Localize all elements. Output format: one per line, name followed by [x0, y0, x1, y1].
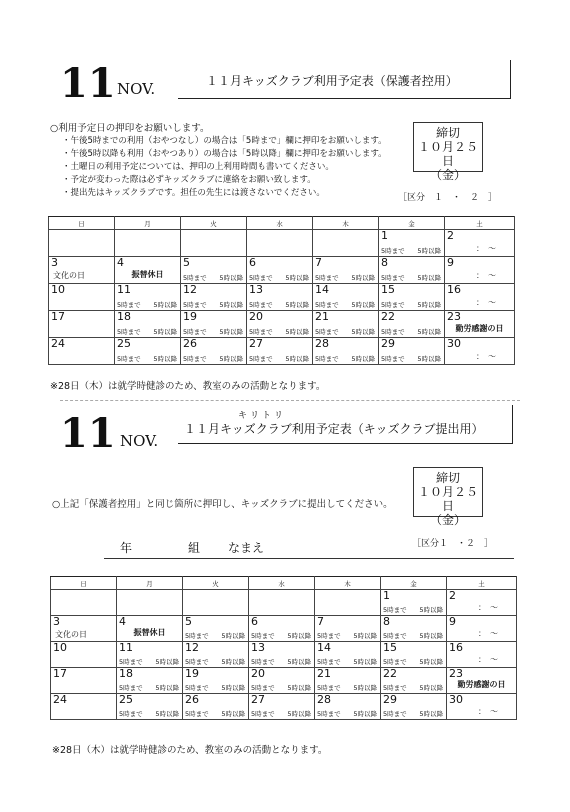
day-number: 19 — [185, 667, 199, 680]
day-cell[interactable] — [445, 284, 515, 311]
saturday-time-field[interactable]: ： ～ — [478, 707, 498, 716]
weekday-cell: 水 — [247, 217, 313, 230]
after-5pm-slot[interactable]: 5時以降 — [221, 632, 245, 640]
day-number: 22 — [383, 667, 397, 680]
saturday-time-field[interactable]: ： ～ — [476, 244, 496, 253]
day-cell[interactable] — [249, 616, 315, 642]
after-5pm-slot[interactable]: 5時以降 — [351, 274, 375, 282]
weekday-cell: 土 — [447, 577, 517, 590]
after-5pm-slot[interactable]: 5時以降 — [153, 355, 177, 363]
instructions-heading: ○利用予定日の押印をお願いします。 — [50, 123, 210, 134]
day-cell — [49, 338, 115, 365]
day-cell — [49, 284, 115, 311]
day-cell — [51, 642, 117, 668]
day-cell[interactable] — [181, 257, 247, 284]
until-5pm-slot[interactable]: 5時まで — [317, 632, 341, 640]
day-number: 26 — [183, 337, 197, 350]
deadline-box-copy — [413, 467, 483, 527]
after-5pm-slot[interactable]: 5時以降 — [155, 658, 179, 666]
after-5pm-slot[interactable]: 5時以降 — [155, 684, 179, 692]
name-label: なまえ — [228, 541, 265, 555]
weekday-cell: 日 — [51, 577, 117, 590]
instruction-line: ・午後5時までの利用（おやつなし）の場合は「5時まで」欄に押印をお願いします。 — [62, 136, 387, 146]
until-5pm-slot[interactable]: 5時まで — [185, 710, 209, 718]
day-cell[interactable] — [247, 257, 313, 284]
day-number: 20 — [251, 667, 265, 680]
day-number: 6 — [251, 615, 258, 628]
after-5pm-slot[interactable]: 5時以降 — [155, 710, 179, 718]
day-number: 23 — [447, 310, 461, 323]
day-cell[interactable] — [447, 694, 517, 720]
day-number: 7 — [315, 256, 322, 269]
until-5pm-slot[interactable]: 5時まで — [383, 606, 407, 614]
day-number: 3 — [51, 256, 58, 269]
day-number: 27 — [249, 337, 263, 350]
day-cell[interactable] — [181, 311, 247, 338]
labor-day-label: 勤労感謝の日 — [455, 324, 504, 333]
until-5pm-slot[interactable]: 5時まで — [315, 274, 339, 282]
day-cell[interactable] — [381, 590, 447, 616]
after-5pm-slot[interactable]: 5時以降 — [417, 274, 441, 282]
day-number: 28 — [317, 693, 331, 706]
day-number: 9 — [449, 615, 456, 628]
until-5pm-slot[interactable]: 5時まで — [381, 328, 405, 336]
day-cell[interactable] — [183, 642, 249, 668]
instruction-line: ・提出先はキッズクラブです。担任の先生には渡さないでください。 — [62, 188, 325, 198]
month-abbr-copy: NOV. — [120, 432, 159, 450]
day-number: 9 — [447, 256, 454, 269]
day-number: 14 — [315, 283, 329, 296]
after-5pm-slot[interactable]: 5時以降 — [351, 355, 375, 363]
day-cell[interactable] — [447, 668, 517, 694]
day-number: 12 — [185, 641, 199, 654]
day-cell[interactable] — [249, 668, 315, 694]
grade-label: 年 — [120, 541, 133, 555]
week-row — [49, 284, 515, 311]
day-number: 4 — [117, 256, 124, 269]
day-number: 5 — [183, 256, 190, 269]
until-5pm-slot[interactable]: 5時まで — [381, 274, 405, 282]
labor-day-label: 勤労感謝の日 — [457, 680, 506, 689]
after-5pm-slot[interactable]: 5時以降 — [351, 301, 375, 309]
until-5pm-slot[interactable]: 5時まで — [251, 658, 275, 666]
saturday-time-field[interactable]: ： ～ — [476, 271, 496, 280]
day-number: 8 — [383, 615, 390, 628]
day-cell — [115, 230, 181, 257]
after-5pm-slot[interactable]: 5時以降 — [417, 247, 441, 255]
day-number: 24 — [53, 693, 67, 706]
day-cell — [247, 230, 313, 257]
day-cell[interactable] — [447, 616, 517, 642]
week-row — [49, 338, 515, 365]
deadline-box — [413, 122, 483, 182]
day-cell[interactable] — [117, 668, 183, 694]
day-cell[interactable] — [315, 668, 381, 694]
day-number: 21 — [315, 310, 329, 323]
deadline-date: １０月２５日 — [417, 485, 478, 513]
until-5pm-slot[interactable]: 5時まで — [317, 710, 341, 718]
after-5pm-slot[interactable]: 5時以降 — [417, 301, 441, 309]
until-5pm-slot[interactable]: 5時まで — [315, 328, 339, 336]
day-number: 22 — [381, 310, 395, 323]
weekday-cell: 金 — [379, 217, 445, 230]
until-5pm-slot[interactable]: 5時まで — [185, 658, 209, 666]
day-cell[interactable] — [247, 338, 313, 365]
until-5pm-slot[interactable]: 5時まで — [315, 301, 339, 309]
day-number: 14 — [317, 641, 331, 654]
page-title: １１月キッズクラブ利用予定表（保護者控用） — [206, 74, 458, 88]
day-number: 10 — [51, 283, 65, 296]
day-number: 2 — [447, 229, 454, 242]
day-cell[interactable] — [379, 257, 445, 284]
day-cell[interactable] — [315, 642, 381, 668]
until-5pm-slot[interactable]: 5時まで — [119, 658, 143, 666]
week-row — [51, 694, 517, 720]
month-number-copy: 11 — [60, 410, 116, 457]
week-row — [49, 257, 515, 284]
day-number: 8 — [381, 256, 388, 269]
day-cell[interactable] — [447, 642, 517, 668]
day-number: 30 — [449, 693, 463, 706]
instruction-line: ・午後5時以降も利用（おやつあり）の場合は「5時以降」欄に押印をお願いします。 — [62, 149, 387, 159]
day-cell — [51, 694, 117, 720]
after-5pm-slot[interactable]: 5時以降 — [419, 606, 443, 614]
week-row — [51, 616, 517, 642]
instruction-line: ・予定が変わった際は必ずキッズクラブに連絡をお願い致します。 — [62, 175, 316, 185]
weekday-header — [51, 577, 517, 590]
weekday-cell: 日 — [49, 217, 115, 230]
day-number: 5 — [185, 615, 192, 628]
instructions — [50, 122, 387, 200]
deadline-label: 締切 — [435, 471, 460, 485]
day-cell[interactable] — [115, 338, 181, 365]
day-number: 17 — [51, 310, 65, 323]
deadline-weekday: （金） — [429, 168, 466, 182]
day-number: 7 — [317, 615, 324, 628]
day-cell[interactable] — [315, 616, 381, 642]
until-5pm-slot[interactable]: 5時まで — [117, 328, 141, 336]
until-5pm-slot[interactable]: 5時まで — [381, 301, 405, 309]
division-label: ［区分 １ ・ ２ ］ — [398, 193, 498, 203]
until-5pm-slot[interactable]: 5時まで — [381, 247, 405, 255]
weekday-cell: 木 — [313, 217, 379, 230]
deadline-label: 締切 — [435, 126, 460, 140]
day-number: 25 — [117, 337, 131, 350]
until-5pm-slot[interactable]: 5時まで — [183, 355, 207, 363]
day-cell[interactable] — [315, 694, 381, 720]
day-cell[interactable] — [115, 284, 181, 311]
day-cell[interactable] — [183, 694, 249, 720]
day-number: 11 — [119, 641, 133, 654]
day-number: 17 — [53, 667, 67, 680]
day-cell[interactable] — [115, 311, 181, 338]
deadline-weekday: （金） — [429, 513, 466, 527]
note-copy: ※28日（木）は就学時健診のため、教室のみの活動となります。 — [52, 745, 328, 756]
month-abbr: NOV. — [117, 80, 156, 98]
day-cell[interactable] — [313, 257, 379, 284]
day-number: 23 — [449, 667, 463, 680]
until-5pm-slot[interactable]: 5時まで — [383, 710, 407, 718]
day-cell[interactable] — [379, 311, 445, 338]
day-cell[interactable] — [247, 284, 313, 311]
day-cell[interactable] — [117, 642, 183, 668]
after-5pm-slot[interactable]: 5時以降 — [285, 355, 309, 363]
day-cell[interactable] — [379, 284, 445, 311]
day-number: 16 — [449, 641, 463, 654]
day-cell — [49, 311, 115, 338]
until-5pm-slot[interactable]: 5時まで — [383, 684, 407, 692]
until-5pm-slot[interactable]: 5時まで — [119, 684, 143, 692]
day-cell[interactable] — [181, 338, 247, 365]
day-number: 16 — [447, 283, 461, 296]
note: ※28日（木）は就学時健診のため、教室のみの活動となります。 — [50, 381, 326, 392]
day-number: 2 — [449, 589, 456, 602]
week-row — [51, 642, 517, 668]
cut-line — [60, 400, 520, 401]
after-5pm-slot[interactable]: 5時以降 — [287, 632, 311, 640]
day-cell[interactable] — [313, 311, 379, 338]
day-number: 18 — [117, 310, 131, 323]
day-cell — [181, 230, 247, 257]
day-number: 13 — [251, 641, 265, 654]
weekday-cell: 月 — [115, 217, 181, 230]
after-5pm-slot[interactable]: 5時以降 — [351, 328, 375, 336]
day-cell — [49, 230, 115, 257]
after-5pm-slot[interactable]: 5時以降 — [287, 684, 311, 692]
instruction-line: ・土曜日の利用予定については、押印の上利用時間も書いてください。 — [62, 162, 334, 172]
day-cell[interactable] — [381, 616, 447, 642]
day-number: 26 — [185, 693, 199, 706]
weekday-cell: 火 — [183, 577, 249, 590]
until-5pm-slot[interactable]: 5時まで — [251, 632, 275, 640]
substitute-holiday-label: 振替休日 — [131, 270, 164, 279]
weekday-cell: 火 — [181, 217, 247, 230]
day-cell — [51, 668, 117, 694]
day-cell[interactable] — [445, 311, 515, 338]
after-5pm-slot[interactable]: 5時以降 — [285, 274, 309, 282]
until-5pm-slot[interactable]: 5時まで — [185, 632, 209, 640]
day-cell[interactable] — [249, 642, 315, 668]
after-5pm-slot[interactable]: 5時以降 — [221, 710, 245, 718]
saturday-time-field[interactable]: ： ～ — [478, 655, 498, 664]
day-number: 15 — [383, 641, 397, 654]
saturday-time-field[interactable]: ： ～ — [476, 352, 496, 361]
day-number: 3 — [53, 615, 60, 628]
until-5pm-slot[interactable]: 5時まで — [119, 710, 143, 718]
until-5pm-slot[interactable]: 5時まで — [117, 355, 141, 363]
name-field[interactable] — [104, 540, 514, 559]
day-cell[interactable] — [313, 338, 379, 365]
after-5pm-slot[interactable]: 5時以降 — [417, 328, 441, 336]
until-5pm-slot[interactable]: 5時まで — [183, 274, 207, 282]
until-5pm-slot[interactable]: 5時まで — [183, 301, 207, 309]
substitute-holiday-label: 振替休日 — [133, 628, 166, 637]
day-number: 21 — [317, 667, 331, 680]
division-label-copy: ［区分１ ・２ ］ — [412, 539, 494, 549]
after-5pm-slot[interactable]: 5時以降 — [419, 658, 443, 666]
day-cell — [117, 590, 183, 616]
day-cell[interactable] — [445, 230, 515, 257]
day-cell — [315, 590, 381, 616]
day-cell[interactable] — [381, 668, 447, 694]
day-number: 27 — [251, 693, 265, 706]
day-cell[interactable] — [445, 338, 515, 365]
until-5pm-slot[interactable]: 5時まで — [251, 684, 275, 692]
until-5pm-slot[interactable]: 5時まで — [249, 328, 273, 336]
weekday-cell: 水 — [249, 577, 315, 590]
until-5pm-slot[interactable]: 5時まで — [383, 658, 407, 666]
day-cell[interactable] — [247, 311, 313, 338]
after-5pm-slot[interactable]: 5時以降 — [417, 355, 441, 363]
month-number: 11 — [60, 60, 116, 107]
until-5pm-slot[interactable]: 5時まで — [315, 355, 339, 363]
until-5pm-slot[interactable]: 5時まで — [117, 301, 141, 309]
until-5pm-slot[interactable]: 5時まで — [383, 632, 407, 640]
week-row — [49, 230, 515, 257]
day-cell — [249, 590, 315, 616]
day-cell[interactable] — [115, 257, 181, 284]
day-cell[interactable] — [181, 284, 247, 311]
weekday-cell: 土 — [445, 217, 515, 230]
until-5pm-slot[interactable]: 5時まで — [251, 710, 275, 718]
day-number: 25 — [119, 693, 133, 706]
day-cell[interactable] — [447, 590, 517, 616]
page-title-copy: １１月キッズクラブ利用予定表（キッズクラブ提出用） — [184, 422, 484, 436]
day-cell — [313, 230, 379, 257]
week-row — [51, 668, 517, 694]
after-5pm-slot[interactable]: 5時以降 — [287, 658, 311, 666]
week-row — [51, 590, 517, 616]
day-number: 4 — [119, 615, 126, 628]
after-5pm-slot[interactable]: 5時以降 — [285, 301, 309, 309]
day-number: 24 — [51, 337, 65, 350]
kiritori-label: キリトリ — [238, 411, 287, 421]
day-number: 29 — [383, 693, 397, 706]
calendar-table — [48, 216, 515, 365]
week-row — [49, 311, 515, 338]
day-cell[interactable] — [117, 694, 183, 720]
day-number: 12 — [183, 283, 197, 296]
after-5pm-slot[interactable]: 5時以降 — [419, 684, 443, 692]
until-5pm-slot[interactable]: 5時まで — [183, 328, 207, 336]
day-number: 28 — [315, 337, 329, 350]
saturday-time-field[interactable]: ： ～ — [478, 603, 498, 612]
after-5pm-slot[interactable]: 5時以降 — [221, 658, 245, 666]
after-5pm-slot[interactable]: 5時以降 — [287, 710, 311, 718]
day-cell[interactable] — [379, 230, 445, 257]
day-cell — [51, 590, 117, 616]
weekday-cell: 金 — [381, 577, 447, 590]
day-cell[interactable] — [313, 284, 379, 311]
after-5pm-slot[interactable]: 5時以降 — [219, 328, 243, 336]
day-number: 11 — [117, 283, 131, 296]
day-cell[interactable] — [381, 642, 447, 668]
after-5pm-slot[interactable]: 5時以降 — [353, 710, 377, 718]
after-5pm-slot[interactable]: 5時以降 — [219, 355, 243, 363]
until-5pm-slot[interactable]: 5時まで — [249, 301, 273, 309]
after-5pm-slot[interactable]: 5時以降 — [219, 274, 243, 282]
after-5pm-slot[interactable]: 5時以降 — [353, 684, 377, 692]
day-number: 13 — [249, 283, 263, 296]
day-number: 10 — [53, 641, 67, 654]
deadline-date: １０月２５日 — [417, 140, 478, 168]
day-number: 29 — [381, 337, 395, 350]
after-5pm-slot[interactable]: 5時以降 — [219, 301, 243, 309]
day-number: 1 — [381, 229, 388, 242]
after-5pm-slot[interactable]: 5時以降 — [221, 684, 245, 692]
saturday-time-field[interactable]: ： ～ — [476, 298, 496, 307]
day-cell[interactable] — [379, 338, 445, 365]
culture-day-label: 文化の日 — [53, 271, 85, 280]
until-5pm-slot[interactable]: 5時まで — [381, 355, 405, 363]
weekday-cell: 月 — [117, 577, 183, 590]
day-cell — [183, 590, 249, 616]
day-cell[interactable] — [381, 694, 447, 720]
day-cell[interactable] — [183, 616, 249, 642]
after-5pm-slot[interactable]: 5時以降 — [353, 632, 377, 640]
day-number: 18 — [119, 667, 133, 680]
day-cell[interactable] — [49, 257, 115, 284]
until-5pm-slot[interactable]: 5時まで — [317, 658, 341, 666]
day-number: 6 — [249, 256, 256, 269]
day-number: 19 — [183, 310, 197, 323]
day-number: 20 — [249, 310, 263, 323]
day-cell[interactable] — [117, 616, 183, 642]
weekday-header — [49, 217, 515, 230]
after-5pm-slot[interactable]: 5時以降 — [153, 301, 177, 309]
until-5pm-slot[interactable]: 5時まで — [249, 274, 273, 282]
weekday-cell: 木 — [315, 577, 381, 590]
day-number: 15 — [381, 283, 395, 296]
day-cell[interactable] — [183, 668, 249, 694]
after-5pm-slot[interactable]: 5時以降 — [153, 328, 177, 336]
until-5pm-slot[interactable]: 5時まで — [185, 684, 209, 692]
after-5pm-slot[interactable]: 5時以降 — [419, 710, 443, 718]
day-cell[interactable] — [445, 257, 515, 284]
submit-instruction: ○上記「保護者控用」と同じ箇所に押印し、キッズクラブに提出してください。 — [52, 499, 393, 510]
until-5pm-slot[interactable]: 5時まで — [317, 684, 341, 692]
day-cell[interactable] — [51, 616, 117, 642]
after-5pm-slot[interactable]: 5時以降 — [353, 658, 377, 666]
day-number: 1 — [383, 589, 390, 602]
day-number: 30 — [447, 337, 461, 350]
after-5pm-slot[interactable]: 5時以降 — [285, 328, 309, 336]
saturday-time-field[interactable]: ： ～ — [478, 629, 498, 638]
after-5pm-slot[interactable]: 5時以降 — [419, 632, 443, 640]
culture-day-label: 文化の日 — [55, 630, 87, 639]
day-cell[interactable] — [249, 694, 315, 720]
until-5pm-slot[interactable]: 5時まで — [249, 355, 273, 363]
class-label: 組 — [188, 541, 201, 555]
calendar-table-copy — [50, 576, 517, 720]
